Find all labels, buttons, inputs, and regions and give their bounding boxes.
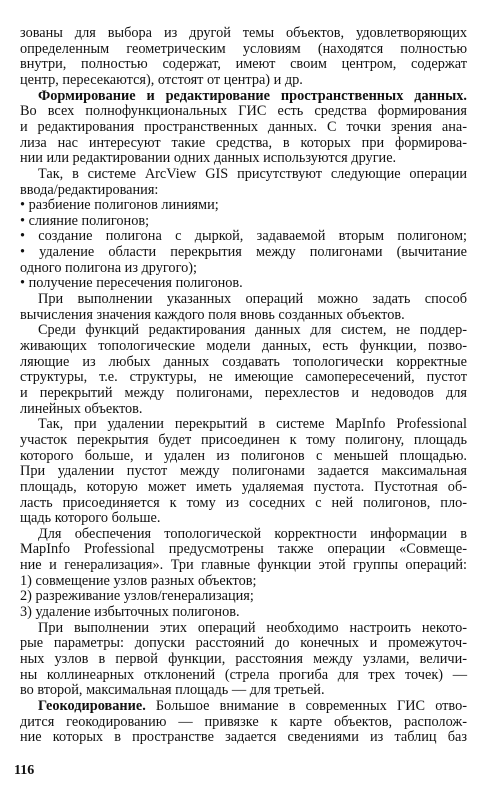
text-run: Для обеспечения топологической корректности информации в — [38, 525, 467, 542]
text-run: • получение пересечения полигонов. — [20, 275, 243, 292]
text-run: ны коллинеарных отклонений (стрела прогиба для трех точек) — — [20, 666, 467, 683]
text-run: участок перекрытия будет присоединен к тому полигону, площадь — [20, 431, 467, 448]
text-line — [20, 727, 467, 747]
text-run: которого больше, и удален из полигонов с меньшей площадью. — [20, 447, 467, 464]
text-run: вычисления значения каждого поля вновь созданных объектов. — [20, 306, 405, 323]
bold-heading: Геокодирование. — [38, 697, 146, 714]
text-run: нии или редактировании одних данных используются другие. — [20, 150, 397, 167]
text-run: рые параметры: допуски расстояний до конечных и промежуточ- — [20, 635, 467, 652]
text-run: живающих топологические модели данных, есть функции, позво- — [20, 338, 467, 354]
text-run: 3) удаление избыточных полигонов. — [20, 604, 240, 621]
text-run: ласть присоединяется к тому из соседних с ней полигонов, пло- — [20, 494, 467, 511]
text-run: лиза нас интересуют такие средства, в которых при формирова- — [20, 134, 467, 151]
text-run: ние и генерализация». Три главные функции этой группы операций: — [20, 557, 467, 574]
text-run: 2) разреживание узлов/генерализация; — [20, 588, 254, 605]
text-run: центр, пересекаются), отстоят от центра) и др. — [20, 71, 303, 88]
text-run: ных узлов в первой функции, расстояния между узлами, величи- — [20, 651, 467, 667]
text-run: определенным геометрическим условиям (находятся полностью — [20, 40, 467, 57]
text-run: Во всех полнофункциональных ГИС есть средства формирования — [20, 103, 467, 120]
text-run: ние которых в пространстве задается сведениями из таблиц баз — [20, 729, 467, 746]
text-run: ввода/редактирования: — [20, 181, 159, 198]
text-run: Так, при удалении перекрытий в системе MapInfo Professional — [38, 416, 467, 433]
text-run: Так, в системе ArcView GIS присутствуют следующие операции — [38, 165, 467, 182]
text-run: Большое внимание в современных ГИС отво- — [145, 697, 467, 714]
text-run: и редактирования пространственных данных. С точки зрения ана- — [20, 118, 467, 135]
text-run: При выполнении этих операций необходимо настроить некото- — [38, 619, 467, 636]
text-run: во второй, максимальная площадь — для третьей. — [20, 682, 325, 699]
text-run: • удаление области перекрытия между полигонами (вычитание — [20, 244, 467, 261]
text-run: 1) совмещение узлов разных объектов; — [20, 572, 257, 589]
text-run: внутри, полностью содержат, имеют своим центром, содержат — [20, 56, 467, 73]
text-run: MapInfo Professional предусмотрены также операции «Совмеще- — [20, 541, 467, 558]
text-run: щадь которого больше. — [20, 510, 161, 527]
text-run: При удалении пустот между полигонами задается максимальная — [20, 463, 467, 480]
text-run: одного полигона из другого); — [20, 259, 197, 276]
text-run: • разбиение полигонов линиями; — [20, 197, 219, 214]
page-number: 116 — [14, 763, 35, 778]
text-run: площадь, которую может иметь удаляемая пустота. Пустотная об- — [20, 478, 467, 495]
bold-heading: Формирование и редактирование пространственных данных. — [38, 87, 467, 104]
text-run: зованы для выбора из другой темы объектов, удовлетворяющих — [20, 25, 467, 41]
text-run: • создание полигона с дыркой, задаваемой вторым полигоном; — [20, 228, 467, 245]
text-run: дится геокодированию — привязке к карте объектов, располож- — [20, 713, 467, 730]
text-run: линейных объектов. — [20, 400, 143, 417]
text-run: При выполнении указанных операций можно задать способ — [38, 291, 467, 308]
text-run: ляющие из любых данных создавать топологически корректные — [20, 353, 467, 370]
text-run: и перекрытий между полигонами, перехлестов и недоводов для — [20, 384, 467, 401]
text-run: • слияние полигонов; — [20, 212, 150, 229]
text-run: структуры, т.е. структуры, не имеющие самопересечений, пустот — [20, 369, 467, 386]
text-run: Среди функций редактирования данных для систем, не поддер- — [38, 322, 467, 339]
